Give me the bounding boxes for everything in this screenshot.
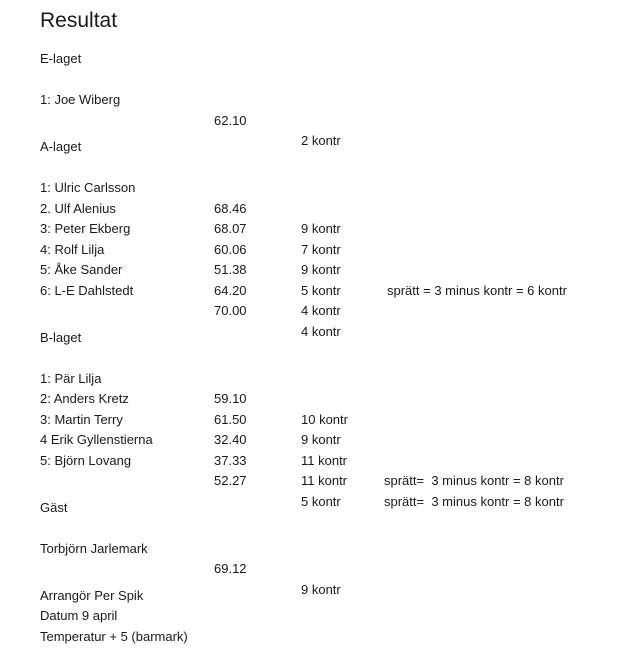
arranger-line: Arrangör Per Spik	[40, 587, 144, 603]
player-score: 68.46	[214, 200, 247, 216]
player-score: 64.20	[214, 282, 247, 298]
player-kontr: 5 kontr	[301, 282, 341, 298]
player-name: Torbjörn Jarlemark	[40, 540, 148, 556]
player-score: 52.27	[214, 473, 247, 488]
player-name: 1: Pär Lilja	[40, 370, 102, 386]
player-name: 4 Erik Gyllenstierna	[40, 432, 153, 447]
section-label-gast: Gäst	[40, 499, 68, 515]
date-line: Datum 9 april	[40, 608, 118, 623]
player-name: 4: Rolf Lilja	[40, 241, 105, 257]
section-label-a-laget: A-laget	[40, 139, 82, 154]
player-name: 2: Anders Kretz	[40, 391, 129, 406]
player-score: 68.07	[214, 221, 247, 236]
player-name: 3: Martin Terry	[40, 411, 123, 427]
player-note: sprätt = 3 minus kontr = 6 kontr	[387, 282, 567, 298]
player-name: 2. Ulf Alenius	[40, 200, 116, 216]
player-name: 1: Ulric Carlsson	[40, 180, 136, 195]
player-kontr: 9 kontr	[301, 432, 341, 447]
player-score: 37.33	[214, 452, 247, 468]
player-score: 51.38	[214, 262, 247, 277]
player-kontr: 7 kontr	[301, 241, 341, 257]
player-score: 60.06	[214, 241, 247, 257]
player-kontr: 9 kontr	[301, 581, 341, 597]
player-kontr: 4 kontr	[301, 303, 341, 318]
player-score: 69.12	[214, 561, 247, 576]
player-kontr: 9 kontr	[301, 221, 341, 236]
player-kontr: 11 kontr	[301, 452, 348, 468]
page-title: Resultat	[40, 9, 118, 32]
player-note: sprätt= 3 minus kontr = 8 kontr	[384, 473, 564, 488]
temperature-line: Temperatur + 5 (barmark)	[40, 628, 188, 644]
player-name: 5: Åke Sander	[40, 262, 123, 277]
player-score: 70.00	[214, 303, 247, 318]
player-score: 61.50	[214, 411, 247, 427]
player-score: 62.10	[214, 112, 247, 128]
player-name: 5: Björn Lovang	[40, 452, 132, 468]
event-info	[40, 586, 643, 648]
player-score: 32.40	[214, 432, 247, 447]
section-label-b-laget: B-laget	[40, 329, 82, 345]
player-kontr: 2 kontr	[301, 133, 341, 148]
player-kontr: 10 kontr	[301, 411, 348, 427]
player-name: 3: Peter Ekberg	[40, 221, 131, 236]
player-kontr: 4 kontr	[301, 323, 341, 339]
player-score: 59.10	[214, 391, 247, 406]
section-label-e-laget: E-laget	[40, 51, 82, 66]
player-kontr: 9 kontr	[301, 262, 341, 277]
player-note: sprätt= 3 minus kontr = 8 kontr	[384, 493, 564, 509]
player-kontr: 11 kontr	[301, 473, 348, 488]
document-page	[40, 8, 643, 647]
player-name: 1: Joe Wiberg	[40, 92, 121, 107]
player-kontr: 5 kontr	[301, 493, 341, 509]
player-name: 6: L-E Dahlstedt	[40, 282, 134, 298]
